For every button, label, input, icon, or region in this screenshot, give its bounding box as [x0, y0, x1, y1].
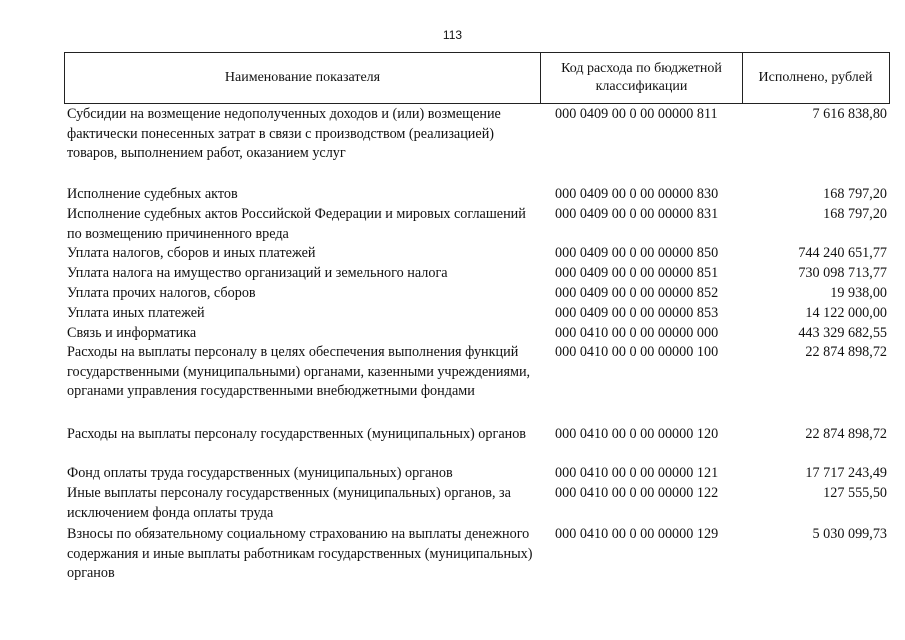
table-row: [67, 464, 887, 484]
row-code: 000 0410 00 0 00 00000 129: [555, 526, 719, 542]
row-amount: 127 555,50: [823, 485, 887, 501]
row-code: 000 0409 00 0 00 00000 851: [555, 265, 719, 281]
table-row: [67, 205, 887, 244]
row-name: Уплата иных платежей: [67, 305, 205, 321]
table-row: [67, 264, 887, 284]
table-row: [67, 324, 887, 343]
row-code: 000 0409 00 0 00 00000 811: [555, 106, 718, 122]
header-code-column: Код расхода по бюджетной классификации: [541, 53, 743, 103]
row-amount: 443 329 682,55: [798, 325, 887, 341]
row-amount: 19 938,00: [830, 285, 887, 301]
table-row: [67, 244, 887, 264]
table-row: [67, 185, 887, 205]
row-name: Расходы на выплаты персоналу государственных (муниципальных) органов: [67, 426, 526, 442]
row-name: Уплата налогов, сборов и иных платежей: [67, 245, 316, 261]
header-amount-column: Исполнено, рублей: [758, 70, 873, 85]
table-row: [67, 304, 887, 324]
row-code: 000 0410 00 0 00 00000 122: [555, 485, 719, 501]
row-name: Субсидии на возмещение недополученных доходов и (или) возмещение фактически понесенных затрат в связи с производством (реализацией) товаров, выполнением работ, оказанием услуг: [67, 106, 501, 161]
page-number: 113: [442, 28, 463, 42]
table-row: [67, 105, 887, 185]
row-name: Уплата прочих налогов, сборов: [67, 285, 256, 301]
row-code: 000 0410 00 0 00 00000 100: [555, 344, 719, 360]
row-amount: 168 797,20: [823, 206, 887, 222]
table-row: [67, 343, 887, 425]
row-name: Взносы по обязательному социальному страхованию на выплаты денежного содержания и иные выплаты работникам государственных (муниципальных) органов: [67, 526, 533, 581]
row-name: Уплата налога на имущество организаций и земельного налога: [67, 265, 448, 281]
row-code: 000 0409 00 0 00 00000 831: [555, 206, 719, 222]
row-code: 000 0409 00 0 00 00000 850: [555, 245, 719, 261]
row-amount: 730 098 713,77: [798, 265, 887, 281]
row-amount: 22 874 898,72: [805, 344, 887, 360]
table-row: [67, 484, 887, 525]
row-code: 000 0410 00 0 00 00000 000: [555, 325, 719, 341]
table-row: [67, 284, 887, 304]
row-name: Исполнение судебных актов: [67, 186, 238, 202]
row-amount: 17 717 243,49: [805, 465, 887, 481]
row-code: 000 0410 00 0 00 00000 121: [555, 465, 719, 481]
row-amount: 7 616 838,80: [812, 106, 887, 122]
row-name: Фонд оплаты труда государственных (муниципальных) органов: [67, 465, 453, 481]
row-amount: 744 240 651,77: [798, 245, 887, 261]
table-body: [67, 105, 887, 585]
row-code: 000 0409 00 0 00 00000 852: [555, 285, 719, 301]
row-code: 000 0410 00 0 00 00000 120: [555, 426, 719, 442]
table-row: [67, 525, 887, 585]
row-name: Расходы на выплаты персоналу в целях обеспечения выполнения функций государственными (муниципальными) органами, казенными учреждениями, органами управления государственными внебюджетными фондами: [67, 344, 531, 399]
header-name-column: Наименование показателя: [65, 53, 541, 103]
row-code: 000 0409 00 0 00 00000 830: [555, 186, 719, 202]
row-name: Иные выплаты персоналу государственных (муниципальных) органов, за исключением фонда оплаты труда: [67, 485, 511, 521]
table-header: [64, 52, 890, 104]
row-amount: 5 030 099,73: [812, 526, 887, 542]
row-amount: 168 797,20: [823, 186, 887, 202]
row-name: Исполнение судебных актов Российской Федерации и мировых соглашений по возмещению причиненного вреда: [67, 206, 526, 242]
row-code: 000 0409 00 0 00 00000 853: [555, 305, 719, 321]
table-row: [67, 425, 887, 464]
row-amount: 14 122 000,00: [805, 305, 887, 321]
row-name: Связь и информатика: [67, 325, 197, 341]
row-amount: 22 874 898,72: [805, 426, 887, 442]
